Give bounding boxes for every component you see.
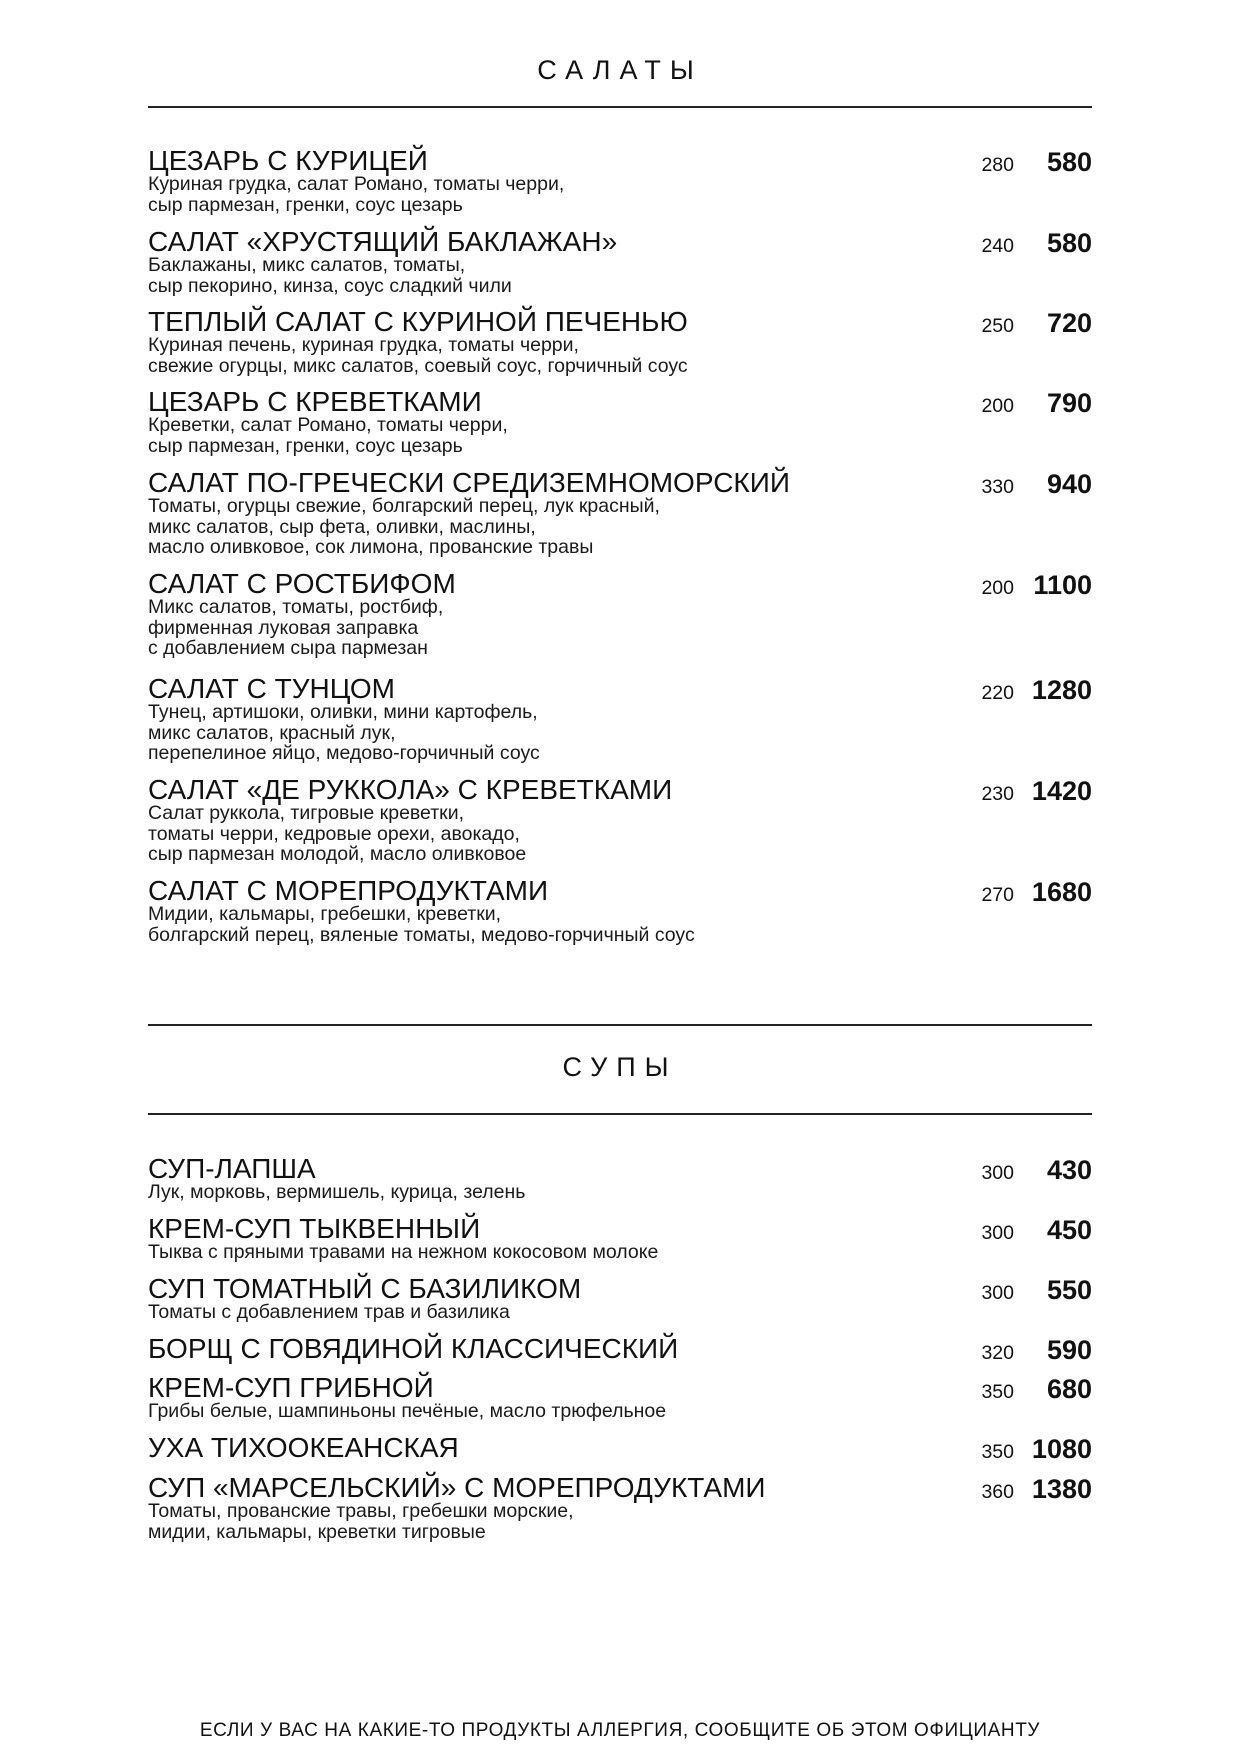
description-line: Куриная печень, куриная грудка, томаты черри,	[148, 334, 579, 356]
description-line: фирменная луковая заправка	[148, 616, 419, 639]
dish-price: 790	[1046, 388, 1092, 418]
dish-weight: 280	[981, 154, 1014, 176]
dish-name: СУП ТОМАТНЫЙ С БАЗИЛИКОМ	[148, 1273, 582, 1304]
description-line: Томаты с добавлением трав и базилика	[148, 1301, 510, 1323]
dish-name: ЦЕЗАРЬ С КРЕВЕТКАМИ	[148, 386, 482, 417]
description-line: свежие огурцы, микс салатов, соевый соус, горчичный соус	[148, 354, 688, 377]
dish-description	[148, 174, 564, 215]
dish-name: СУП-ЛАПША	[148, 1153, 316, 1184]
dish-weight: 220	[981, 682, 1014, 704]
description-line: микс салатов, сыр фета, оливки, маслины,	[148, 515, 536, 538]
dish-price: 580	[1046, 228, 1092, 258]
dish-price: 940	[1046, 469, 1092, 499]
description-line: болгарский перец, вяленые томаты, медово-горчичный соус	[148, 923, 695, 946]
dish-description	[148, 496, 660, 558]
dish-price: 1380	[1031, 1474, 1092, 1504]
dish-name: САЛАТ «ДЕ РУККОЛА» С КРЕВЕТКАМИ	[148, 774, 673, 805]
dish-price: 720	[1046, 308, 1092, 338]
description-line: сыр пармезан, гренки, соус цезарь	[148, 193, 463, 216]
description-line: микс салатов, красный лук,	[148, 721, 396, 744]
dish-description	[148, 335, 688, 376]
description-line: Грибы белые, шампиньоны печёные, масло трюфельное	[148, 1400, 667, 1422]
description-line: перепелиное яйцо, медово-горчичный соус	[148, 742, 540, 764]
soups-section-title: СУПЫ	[562, 1052, 678, 1082]
dish-description	[148, 1182, 525, 1203]
dish-weight: 230	[981, 783, 1014, 805]
dish-name: КРЕМ-СУП ГРИБНОЙ	[148, 1372, 434, 1403]
dish-name: САЛАТ ПО-ГРЕЧЕСКИ СРЕДИЗЕМНОМОРСКИЙ	[148, 467, 790, 498]
dish-weight: 200	[981, 577, 1014, 599]
dish-name: САЛАТ С РОСТБИФОМ	[148, 568, 456, 599]
salads-top-divider	[148, 106, 1092, 108]
description-line: Салат руккола, тигровые креветки,	[148, 802, 465, 824]
dish-weight: 330	[981, 476, 1014, 498]
description-line: Томаты, огурцы свежие, болгарский перец, лук красный,	[148, 495, 660, 517]
dish-name: САЛАТ «ХРУСТЯЩИЙ БАКЛАЖАН»	[148, 226, 618, 257]
dish-price: 580	[1046, 147, 1092, 177]
description-line: Куриная грудка, салат Романо, томаты черри,	[148, 173, 565, 195]
dish-price: 1680	[1031, 877, 1092, 907]
dish-weight: 300	[981, 1222, 1014, 1244]
salads-section-title: САЛАТЫ	[537, 55, 703, 85]
description-line: сыр пармезан, гренки, соус цезарь	[148, 434, 463, 457]
dish-weight: 350	[981, 1381, 1014, 1403]
dish-description	[148, 803, 526, 865]
description-line: сыр пекорино, кинза, соус сладкий чили	[148, 274, 512, 297]
dish-description	[148, 702, 540, 764]
description-line: мидии, кальмары, креветки тигровые	[148, 1520, 486, 1543]
dish-name: ЦЕЗАРЬ С КУРИЦЕЙ	[148, 145, 428, 176]
dish-weight: 320	[981, 1342, 1014, 1364]
description-line: Тунец, артишоки, оливки, мини картофель,	[148, 701, 538, 723]
dish-weight: 300	[981, 1282, 1014, 1304]
description-line: Креветки, салат Романо, томаты черри,	[148, 414, 508, 436]
dish-name: БОРЩ С ГОВЯДИНОЙ КЛАССИЧЕСКИЙ	[148, 1333, 679, 1364]
soups-top-divider	[148, 1113, 1092, 1115]
dish-name: КРЕМ-СУП ТЫКВЕННЫЙ	[148, 1213, 481, 1244]
description-line: Баклажаны, микс салатов, томаты,	[148, 254, 466, 276]
dish-name: СУП «МАРСЕЛЬСКИЙ» С МОРЕПРОДУКТАМИ	[148, 1472, 766, 1503]
dish-weight: 250	[981, 315, 1014, 337]
description-line: с добавлением сыра пармезан	[148, 637, 428, 659]
dish-price: 1100	[1033, 570, 1092, 600]
dish-weight: 350	[981, 1441, 1014, 1463]
dish-weight: 240	[981, 235, 1014, 257]
description-line: Лук, морковь, вермишель, курица, зелень	[148, 1181, 526, 1203]
description-line: сыр пармезан молодой, масло оливковое	[148, 843, 527, 865]
dish-name: САЛАТ С ТУНЦОМ	[148, 673, 395, 704]
dish-weight: 270	[981, 884, 1014, 906]
dish-price: 1420	[1031, 776, 1092, 806]
section-divider	[148, 1024, 1092, 1026]
dish-description	[148, 255, 512, 296]
dish-description	[148, 1501, 574, 1542]
dish-price: 430	[1046, 1155, 1092, 1185]
dish-description	[148, 597, 443, 659]
dish-weight: 200	[981, 395, 1014, 417]
dish-price: 1280	[1031, 675, 1092, 705]
dish-name: УХА ТИХООКЕАНСКАЯ	[148, 1432, 459, 1463]
description-line: масло оливковое, сок лимона, прованские травы	[148, 536, 594, 558]
dish-price: 1080	[1031, 1434, 1092, 1464]
description-line: Тыква с пряными травами на нежном кокосовом молоке	[148, 1241, 659, 1263]
allergy-notice: ЕСЛИ У ВАС НА КАКИЕ-ТО ПРОДУКТЫ АЛЛЕРГИЯ, СООБЩИТЕ ОБ ЭТОМ ОФИЦИАНТУ	[199, 1720, 1041, 1741]
description-line: Томаты, прованские травы, гребешки морские,	[148, 1500, 574, 1522]
dish-name: ТЕПЛЫЙ САЛАТ С КУРИНОЙ ПЕЧЕНЬЮ	[148, 306, 688, 337]
dish-price: 550	[1046, 1275, 1092, 1305]
dish-description	[148, 415, 508, 456]
description-line: томаты черри, кедровые орехи, авокадо,	[148, 822, 520, 845]
dish-weight: 360	[981, 1481, 1014, 1503]
dish-description	[148, 1302, 510, 1323]
dish-name: САЛАТ С МОРЕПРОДУКТАМИ	[148, 875, 549, 906]
description-line: Микс салатов, томаты, ростбиф,	[148, 596, 444, 618]
dish-price: 590	[1046, 1335, 1092, 1365]
dish-description	[148, 1401, 666, 1422]
dish-price: 450	[1046, 1215, 1092, 1245]
description-line: Мидии, кальмары, гребешки, креветки,	[148, 903, 502, 925]
dish-description	[148, 904, 695, 945]
dish-description	[148, 1242, 658, 1263]
dish-weight: 300	[981, 1162, 1014, 1184]
dish-price: 680	[1046, 1374, 1092, 1404]
